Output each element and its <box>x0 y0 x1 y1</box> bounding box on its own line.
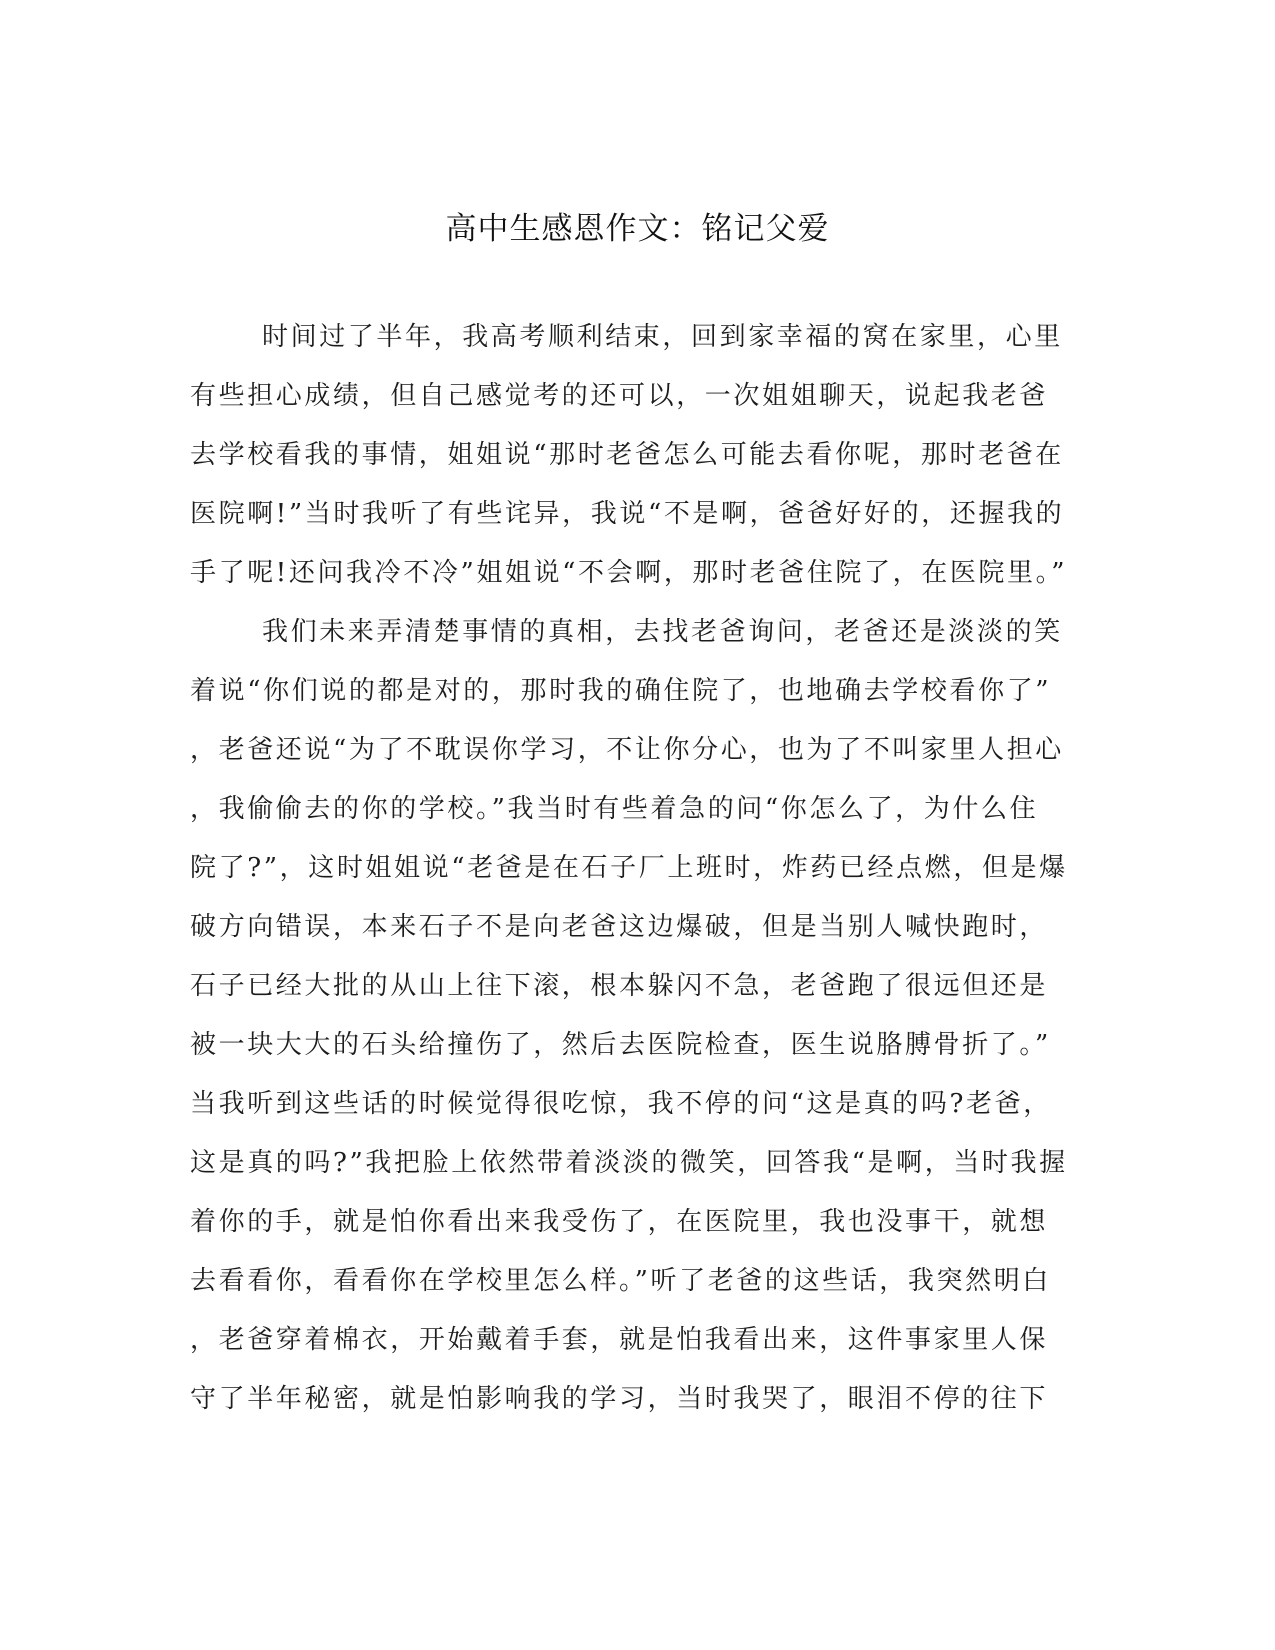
text-line: 我们未来弄清楚事情的真相，去找老爸询问，老爸还是淡淡的笑 <box>262 617 1063 647</box>
text-line: 被一块大大的石头给撞伤了，然后去医院检查，医生说胳膊骨折了。” <box>190 1030 1051 1060</box>
text-line: 医院啊!”当时我听了有些诧异，我说“不是啊，爸爸好好的，还握我的 <box>190 499 1065 529</box>
text-line: ，老爸还说“为了不耽误你学习，不让你分心，也为了不叫家里人担心 <box>190 735 1064 765</box>
text-line: 守了半年秘密，就是怕影响我的学习，当时我哭了，眼泪不停的往下 <box>190 1384 1049 1414</box>
page-title: 高中生感恩作文：铭记父爱 <box>445 211 830 247</box>
text-line: 破方向错误，本来石子不是向老爸这边爆破，但是当别人喊快跑时， <box>190 912 1049 942</box>
text-line: ，我偷偷去的你的学校。”我当时有些着急的问“你怎么了，为什么住 <box>190 794 1039 824</box>
text-line: ，老爸穿着棉衣，开始戴着手套，就是怕我看出来，这件事家里人保 <box>190 1325 1049 1355</box>
text-line: 着说“你们说的都是对的，那时我的确住院了，也地确去学校看你了” <box>190 676 1052 706</box>
text-line: 院了?”，这时姐姐说“老爸是在石子厂上班时，炸药已经点燃，但是爆 <box>190 853 1068 883</box>
text-line: 这是真的吗?”我把脸上依然带着淡淡的微笑，回答我“是啊，当时我握 <box>190 1148 1068 1178</box>
text-line: 去看看你，看看你在学校里怎么样。”听了老爸的这些话，我突然明白 <box>190 1266 1051 1296</box>
text-line: 着你的手，就是怕你看出来我受伤了，在医院里，我也没事干，就想 <box>190 1207 1049 1237</box>
text-line: 有些担心成绩，但自己感觉考的还可以，一次姐姐聊天，说起我老爸 <box>190 381 1049 411</box>
text-line: 石子已经大批的从山上往下滚，根本躲闪不急，老爸跑了很远但还是 <box>190 971 1049 1001</box>
text-line: 当我听到这些话的时候觉得很吃惊，我不停的问“这是真的吗?老爸， <box>190 1089 1052 1119</box>
text-line: 去学校看我的事情，姐姐说“那时老爸怎么可能去看你呢，那时老爸在 <box>190 440 1064 470</box>
text-line: 时间过了半年，我高考顺利结束，回到家幸福的窝在家里，心里 <box>262 322 1063 352</box>
text-line: 手了呢!还问我冷不冷”姐姐说“不会啊，那时老爸住院了，在医院里。” <box>190 558 1068 588</box>
